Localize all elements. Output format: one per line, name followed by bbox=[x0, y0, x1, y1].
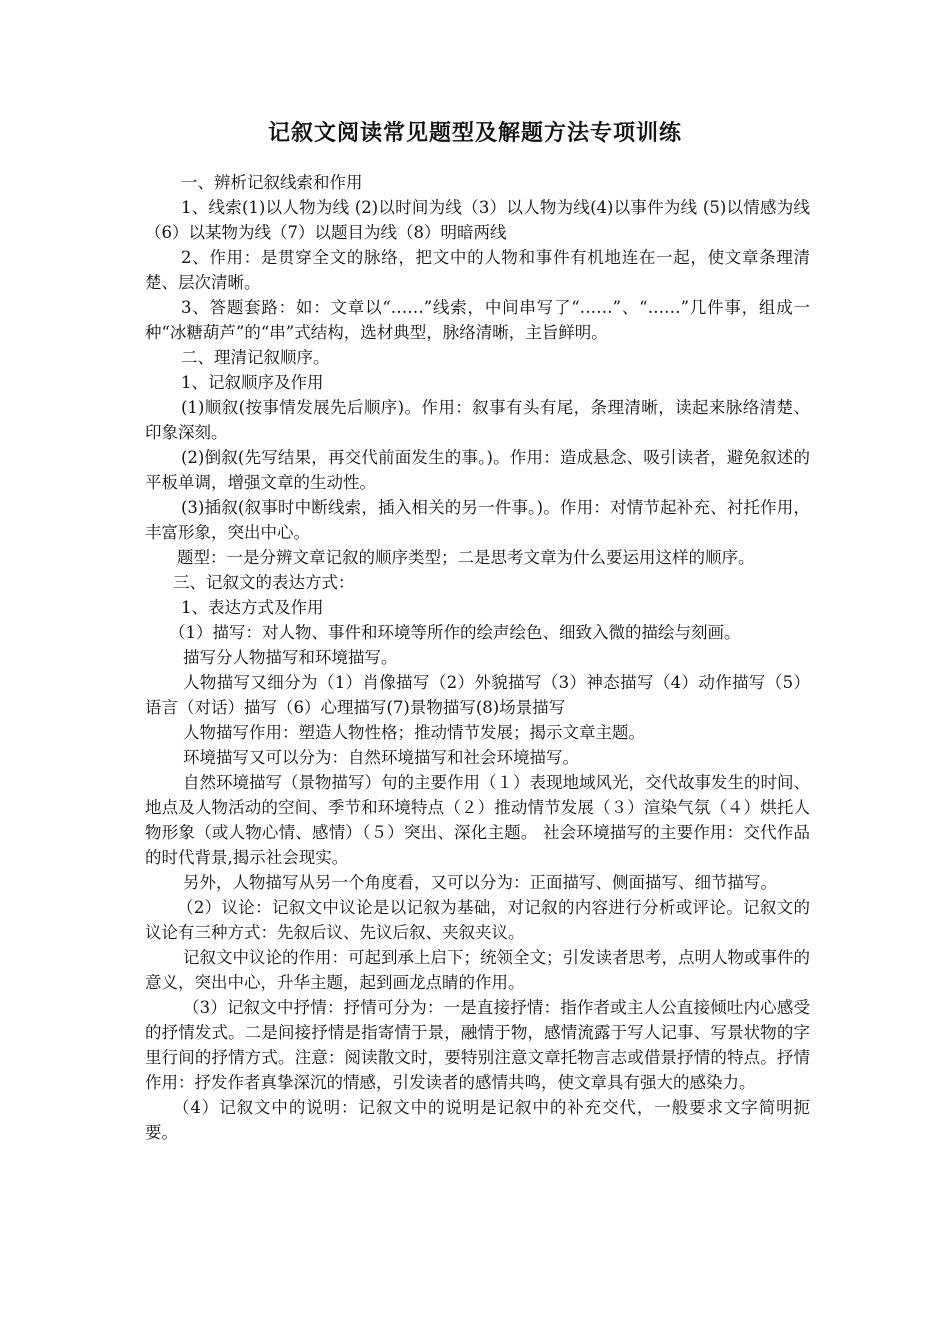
section-heading: 三、记叙文的表达方式： bbox=[173, 573, 355, 592]
paragraph: 1、记叙顺序及作用 bbox=[181, 373, 324, 392]
paragraph: 1、线索(1)以人物为线 (2)以时间为线（3）以人物为线(4)以事件为线 (5)以情感为线（6）以某物为线（7）以题目为线（8）明暗两线 bbox=[145, 198, 810, 242]
paragraph: （1）描写：对人物、事件和环境等所作的绘声绘色、细致入微的描绘与刻画。 bbox=[169, 623, 741, 642]
paragraph: （4）记叙文中的说明：记叙文中的说明是记叙中的补充交代，一般要求文字简明扼要。 bbox=[145, 1098, 810, 1142]
paragraph: （2）议论：记叙文中议论是以记叙为基础，对记叙的内容进行分析或评论。记叙文的议论有三种方式：先叙后议、先议后叙、夹叙夹议。 bbox=[145, 898, 810, 942]
paragraph: (1)顺叙(按事情发展先后顺序)。作用：叙事有头有尾，条理清晰，读起来脉络清楚、印象深刻。 bbox=[145, 398, 810, 442]
document-title: 记叙文阅读常见题型及解题方法专项训练 bbox=[267, 121, 682, 146]
paragraph: 3、答题套路：如：文章以“……”线索，中间串写了“……”、“……”几件事，组成一种“冰糖葫芦”的“串”式结构，选材典型，脉络清晰，主旨鲜明。 bbox=[145, 298, 810, 342]
paragraph: 人物描写又细分为（1）肖像描写（2）外貌描写（3）神态描写（4）动作描写（5）语言（对话）描写（6）心理描写(7)景物描写(8)场景描写 bbox=[145, 673, 810, 717]
paragraph: 另外，人物描写从另一个角度看，又可以分为：正面描写、侧面描写、细节描写。 bbox=[183, 873, 777, 892]
paragraph: 题型：一是分辨文章记叙的顺序类型；二是思考文章为什么要运用这样的顺序。 bbox=[177, 548, 755, 567]
section-heading: 二、理清记叙顺序。 bbox=[181, 348, 330, 367]
section-heading: 一、辨析记叙线索和作用 bbox=[181, 173, 363, 192]
paragraph: 记叙文中议论的作用：可起到承上启下；统领全文；引发读者思考，点明人物或事件的意义，突出中心，升华主题，起到画龙点睛的作用。 bbox=[145, 948, 810, 992]
paragraph: (3)插叙(叙事时中断线索，插入相关的另一件事。)。作用：对情节起补充、衬托作用，丰富形象，突出中心。 bbox=[145, 498, 810, 542]
paragraph: 环境描写又可以分为：自然环境描写和社会环境描写。 bbox=[183, 748, 579, 767]
paragraph: (2)倒叙(先写结果，再交代前面发生的事。)。作用：造成悬念、吸引读者，避免叙述的平板单调，增强文章的生动性。 bbox=[145, 448, 810, 492]
paragraph: 自然环境描写（景物描写）句的主要作用（１）表现地域风光，交代故事发生的时间、地点及人物活动的空间、季节和环境特点（２）推动情节发展（３）渲染气氛（４）烘托人物形象（或人物心情、感情）（５）突出、深化主题。 社会环境描写的主要作用：交代作品的时代背景,揭示社会现实。 bbox=[145, 773, 810, 867]
paragraph: 人物描写作用：塑造人物性格；推动情节发展；揭示文章主题。 bbox=[183, 723, 645, 742]
paragraph: （3）记叙文中抒情：抒情可分为：一是直接抒情：指作者或主人公直接倾吐内心感受的抒情发式。二是间接抒情是指寄情于景，融情于物，感情流露于写人记事、写景状物的字里行间的抒情方式。注意：阅读散文时，要特别注意文章托物言志或借景抒情的特点。抒情作用：抒发作者真挚深沉的情感，引发读者的感情共鸣，使文章具有强大的感染力。 bbox=[145, 998, 810, 1092]
paragraph: 2、作用：是贯穿全文的脉络，把文中的人物和事件有机地连在一起，使文章条理清楚、层次清晰。 bbox=[145, 248, 810, 292]
paragraph: 描写分人物描写和环境描写。 bbox=[183, 648, 398, 667]
paragraph: 1、表达方式及作用 bbox=[181, 598, 324, 617]
document-body bbox=[145, 170, 810, 1145]
